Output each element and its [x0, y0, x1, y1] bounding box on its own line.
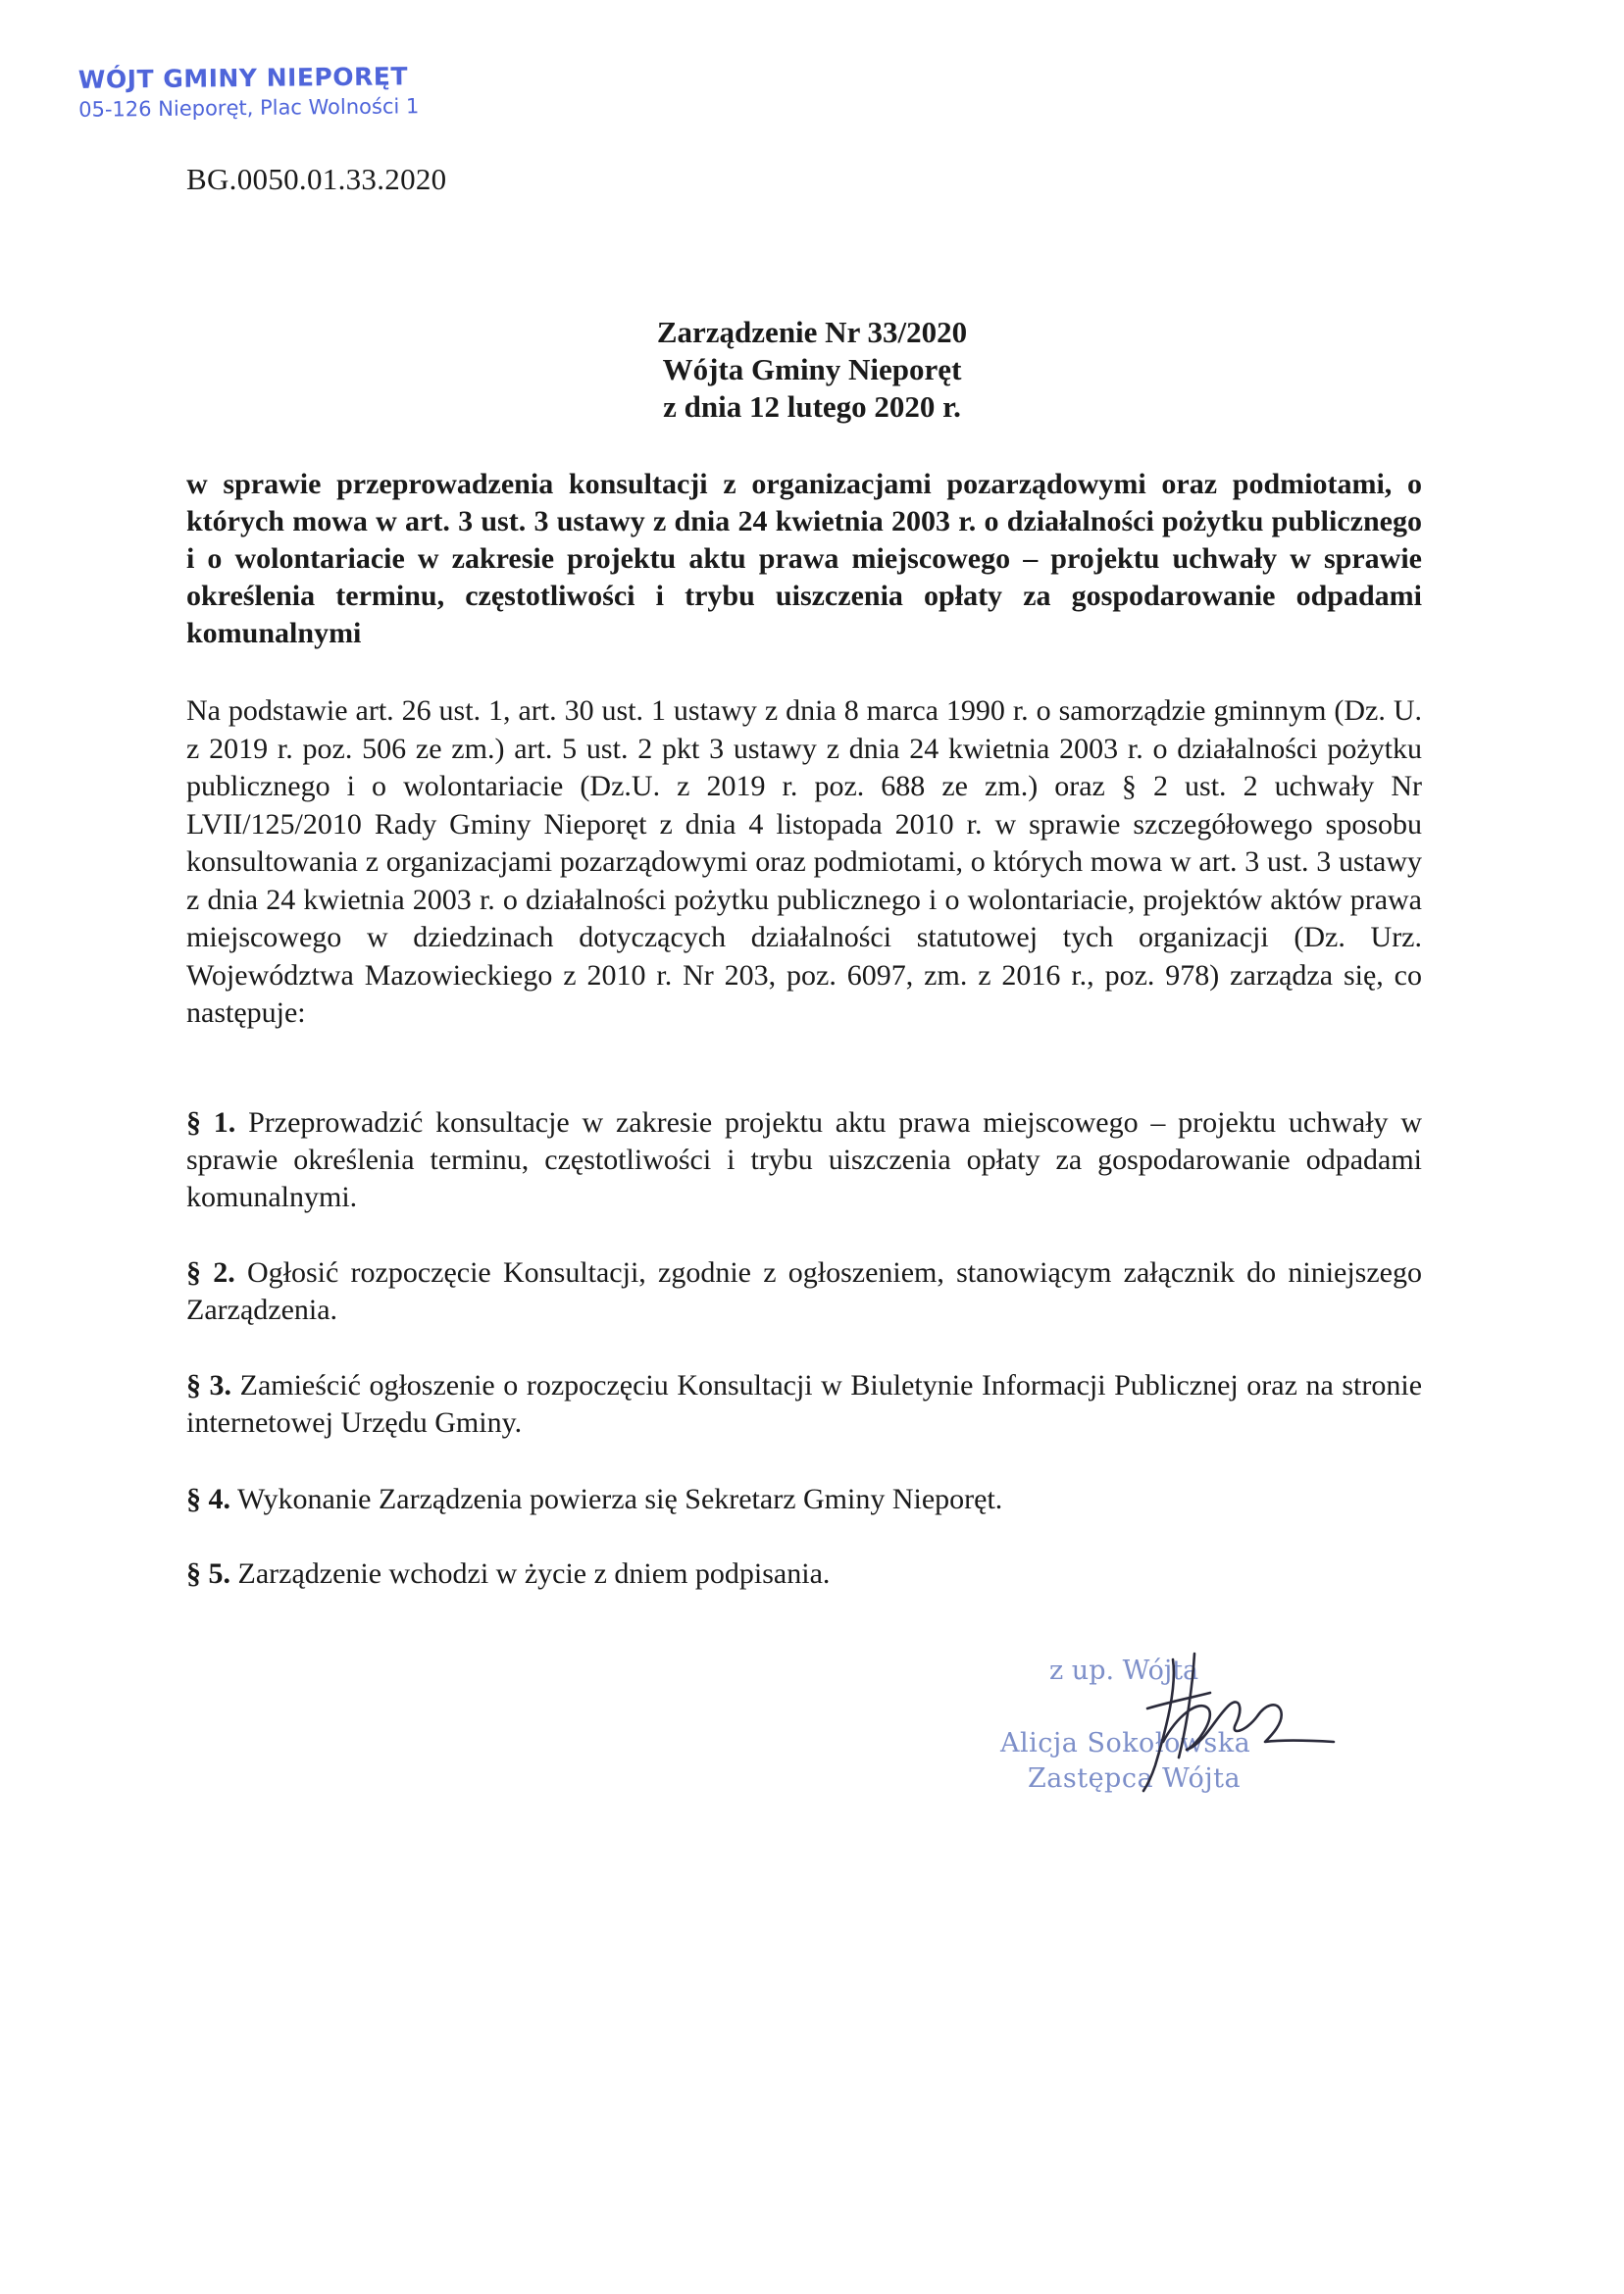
paragraph-4: [186, 1481, 1422, 1518]
stamp-address: 05-126 Nieporęt, Plac Wolności 1: [78, 94, 420, 122]
paragraph-number: § 5.: [186, 1557, 230, 1590]
paragraph-number: § 4.: [186, 1483, 230, 1515]
paragraph-text: Zamieścić ogłoszenie o rozpoczęciu Konsultacji w Biuletynie Informacji Publicznej oraz na stronie internetowej Urzędu Gminy.: [186, 1369, 1423, 1439]
signature-authority: z up. Wójta: [1049, 1656, 1199, 1686]
heading-title: Zarządzenie Nr 33/2020: [656, 315, 968, 349]
heading-issuer: Wójta Gminy Nieporęt: [662, 352, 962, 386]
paragraph-text: Zarządzenie wchodzi w życie z dniem podpisania.: [237, 1557, 831, 1590]
handwritten-signature: [1108, 1648, 1353, 1795]
document-subject: w sprawie przeprowadzenia konsultacji z organizacjami pozarządowymi oraz podmiotami, o których mowa w art. 3 ust. 3 ustawy z dnia 24 kwietnia 2003 r. o działalności pożytku publicznego i o wolontariacie w zakresie projektu aktu prawa miejscowego – projektu uchwały w sprawie określenia terminu, częstotliwości i trybu uiszczenia opłaty za gospodarowanie odpadami komunalnymi: [186, 468, 1422, 649]
office-stamp: [78, 63, 420, 124]
paragraph-text: Wykonanie Zarządzenia powierza się Sekretarz Gminy Nieporęt.: [236, 1483, 1003, 1515]
heading-date: z dnia 12 lutego 2020 r.: [663, 389, 961, 424]
paragraph-text: Ogłosić rozpoczęcie Konsultacji, zgodnie z ogłoszeniem, stanowiącym załącznik do niniejszego Zarządzenia.: [186, 1256, 1422, 1326]
paragraph-number: § 2.: [186, 1256, 235, 1289]
paragraph-number: § 3.: [186, 1369, 232, 1402]
signatory-title: Zastępca Wójta: [1028, 1763, 1242, 1794]
paragraph-2: [186, 1254, 1422, 1329]
paragraph-text: Przeprowadzić konsultacje w zakresie projektu aktu prawa miejscowego – projektu uchwały w sprawie określenia terminu, częstotliwości i trybu uiszczenia opłaty za gospodarowanie odpadami komunalnymi.: [186, 1106, 1423, 1213]
paragraph-1: [186, 1104, 1422, 1216]
legal-basis: Na podstawie art. 26 ust. 1, art. 30 ust. 1 ustawy z dnia 8 marca 1990 r. o samorządzie gminnym (Dz. U. z 2019 r. poz. 506 ze zm.) art. 5 ust. 2 pkt 3 ustawy z dnia 24 kwietnia 2003 r. o działalności pożytku publicznego i o wolontariacie (Dz.U. z 2019 r. poz. 688 ze zm.) oraz § 2 ust. 2 uchwały Nr LVII/125/2010 Rady Gminy Nieporęt z dnia 4 listopada 2010 r. w sprawie szczegółowego sposobu konsultowania z organizacjami pozarządowymi oraz podmiotami, o których mowa w art. 3 ust. 3 ustawy z dnia 24 kwietnia 2003 r. o działalności pożytku publicznego i o wolontariacie, projektów aktów prawa miejscowego w dziedzinach dotyczących działalności statutowej tych organizacji (Dz. Urz. Województwa Mazowieckiego z 2010 r. Nr 203, poz. 6097, zm. z 2016 r., poz. 978) zarządza się, co następuje:: [186, 694, 1422, 1029]
paragraph-5: [186, 1555, 1422, 1593]
paragraph-number: § 1.: [186, 1106, 236, 1139]
paragraph-3: [186, 1367, 1422, 1442]
stamp-title: WÓJT GMINY NIEPORĘT: [77, 62, 409, 94]
document-heading: [0, 314, 1624, 426]
reference-number: BG.0050.01.33.2020: [186, 162, 447, 196]
signatory-name: Alicja Sokołowska: [1000, 1728, 1251, 1759]
